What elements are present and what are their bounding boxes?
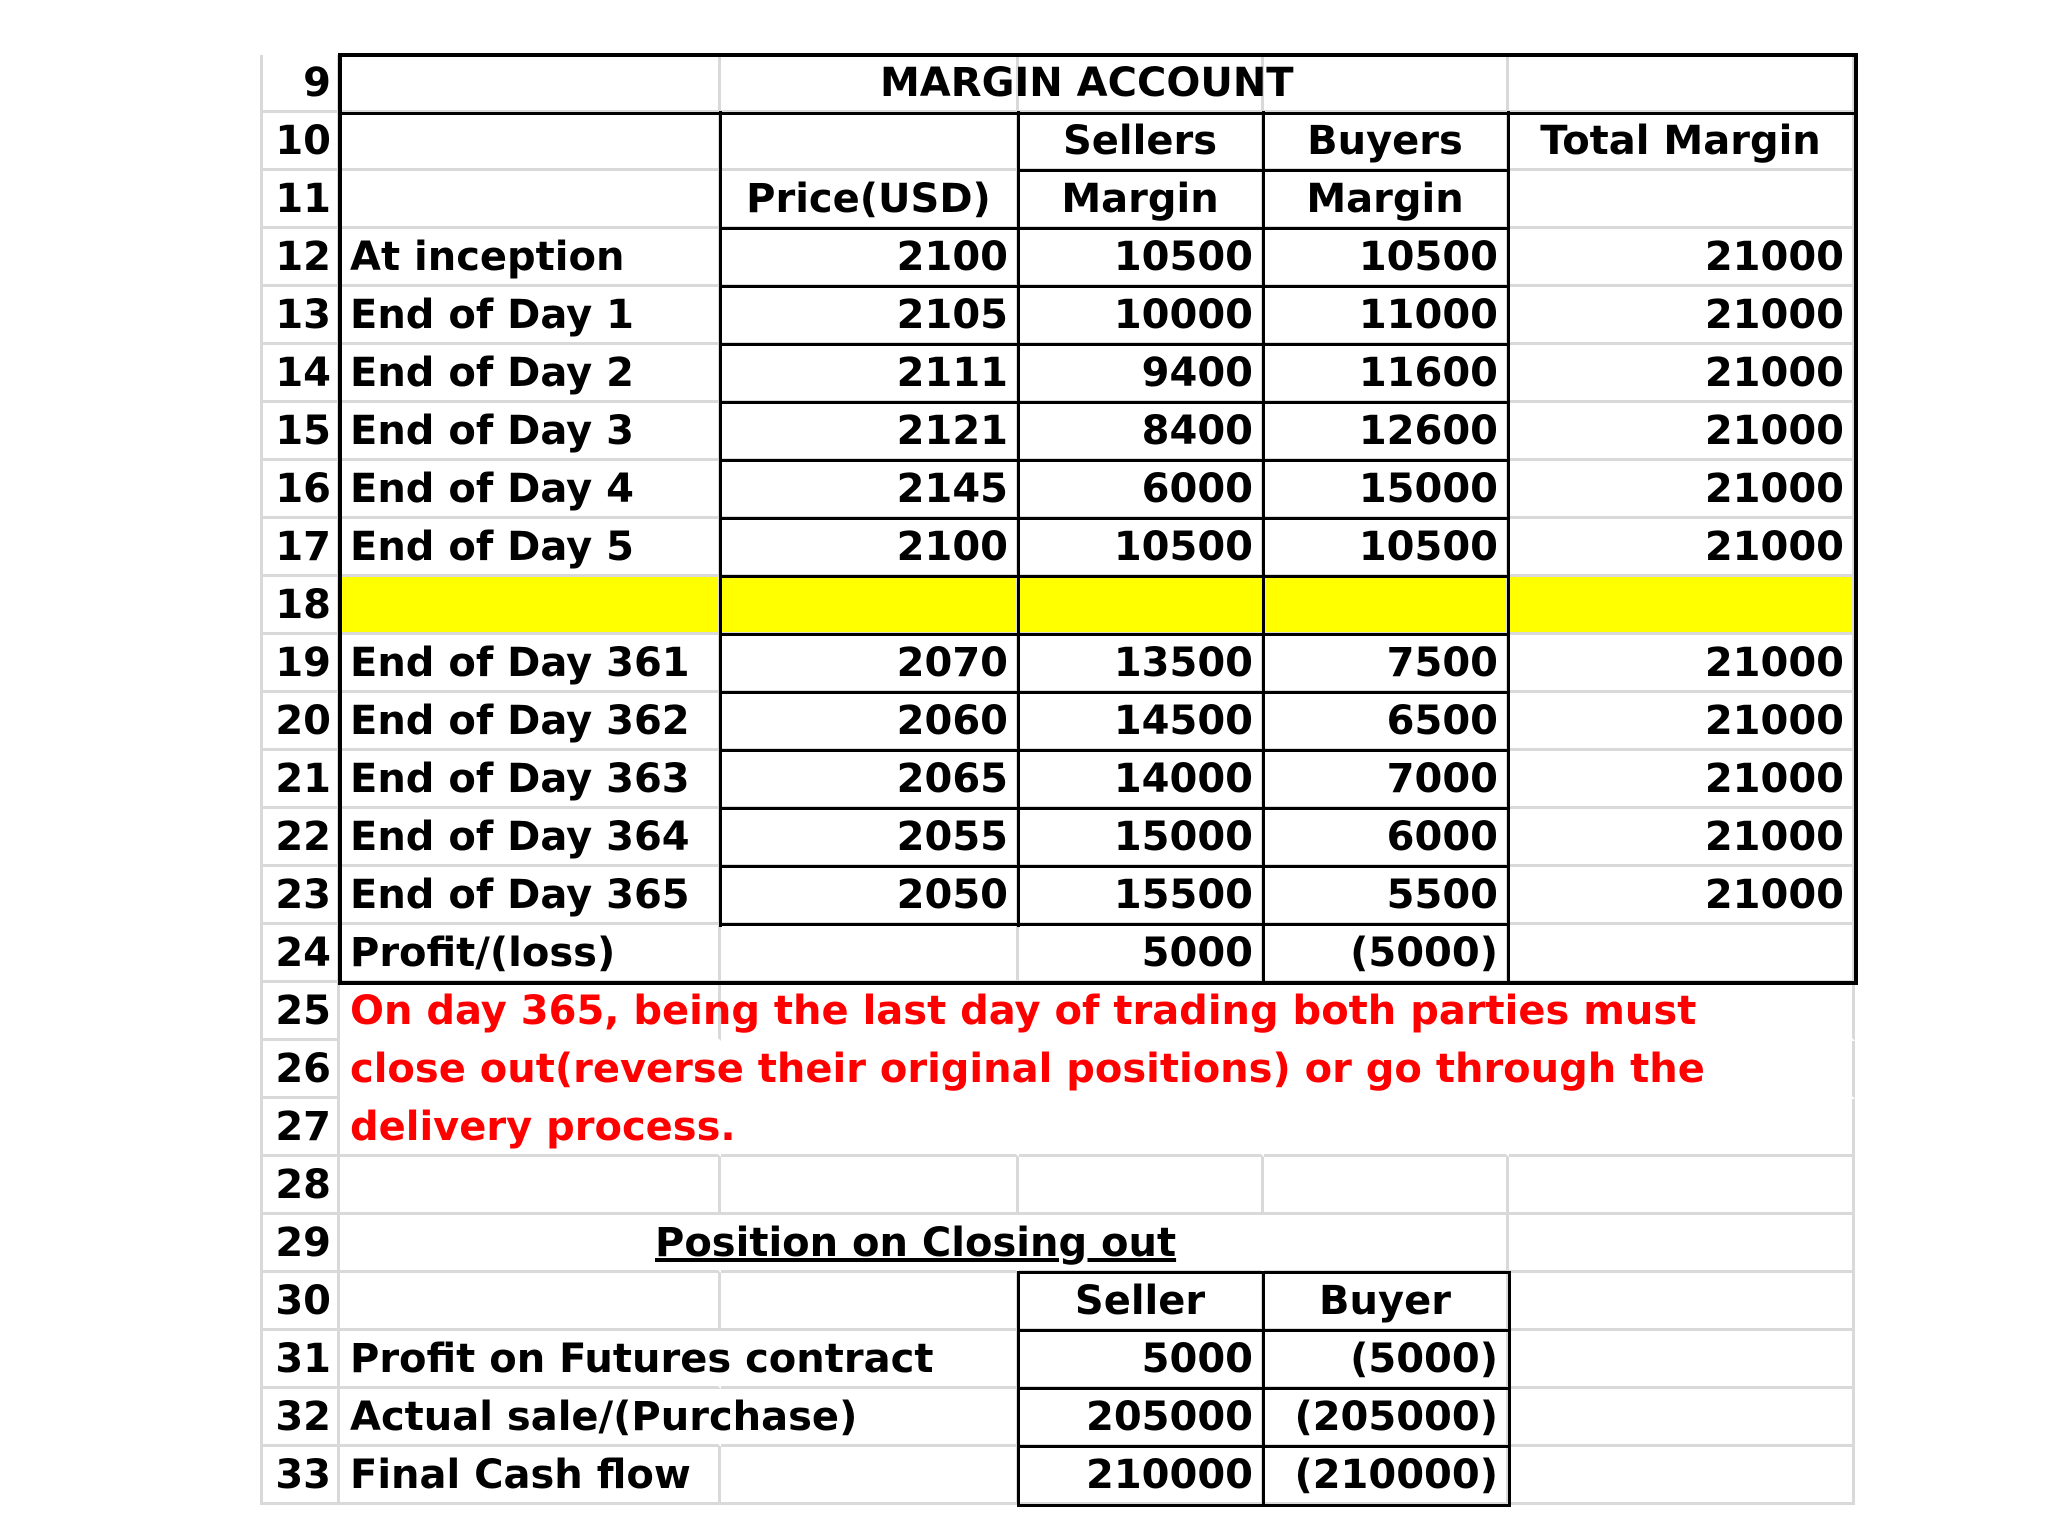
row-number[interactable]: 29 — [260, 1215, 340, 1273]
row-number[interactable]: 23 — [260, 867, 340, 925]
closing-row — [260, 1447, 1855, 1505]
table-row — [260, 635, 1855, 693]
cell[interactable] — [1509, 1157, 1855, 1215]
total-margin-cell[interactable]: 21000 — [1509, 461, 1855, 519]
buyers-profit-cell[interactable]: (5000) — [1264, 925, 1509, 983]
price-cell[interactable]: 2121 — [721, 403, 1019, 461]
sellers-margin-cell[interactable]: 10000 — [1019, 287, 1264, 345]
divider — [1262, 925, 1265, 983]
divider — [719, 691, 1509, 694]
buyer-cell[interactable]: (205000) — [1264, 1389, 1509, 1447]
cell[interactable] — [1264, 1215, 1509, 1273]
highlighted-cell[interactable] — [1019, 577, 1264, 635]
price-cell[interactable]: 2070 — [721, 635, 1019, 693]
cell[interactable] — [340, 1157, 721, 1215]
table-row — [260, 229, 1855, 287]
highlighted-cell[interactable] — [340, 577, 721, 635]
divider — [1507, 925, 1510, 983]
cell[interactable] — [1509, 55, 1855, 113]
row-number[interactable]: 17 — [260, 519, 340, 577]
divider — [719, 343, 1509, 346]
row-number[interactable]: 22 — [260, 809, 340, 867]
sellers-margin-cell[interactable]: 13500 — [1019, 635, 1264, 693]
row-number[interactable]: 13 — [260, 287, 340, 345]
row-number[interactable]: 19 — [260, 635, 340, 693]
closing-row — [260, 1331, 1855, 1389]
sellers-margin-cell[interactable]: 9400 — [1019, 345, 1264, 403]
buyer-cell[interactable]: (5000) — [1264, 1331, 1509, 1389]
buyers-margin-cell[interactable]: 10500 — [1264, 229, 1509, 287]
row-label[interactable]: End of Day 362 — [340, 693, 721, 751]
sellers-header[interactable]: Sellers — [1019, 113, 1264, 171]
note-line: On day 365, being the last day of trading both parties must — [350, 988, 1697, 1034]
price-header[interactable]: Price(USD) — [721, 171, 1019, 229]
divider — [340, 112, 1855, 115]
note-line: close out(reverse their original positions) or go through the — [350, 1046, 1705, 1092]
price-cell[interactable]: 2111 — [721, 345, 1019, 403]
price-cell[interactable]: 2055 — [721, 809, 1019, 867]
row-number[interactable]: 14 — [260, 345, 340, 403]
seller-cell[interactable]: 205000 — [1019, 1389, 1264, 1447]
closing-title: Position on Closing out — [655, 1220, 1177, 1266]
buyer-header[interactable]: Buyer — [1264, 1273, 1509, 1331]
row-number[interactable]: 30 — [260, 1273, 340, 1331]
divider — [1017, 1329, 1511, 1332]
cell[interactable] — [1509, 171, 1855, 229]
row-label[interactable]: End of Day 365 — [340, 867, 721, 925]
cell[interactable] — [721, 1447, 1019, 1505]
seller-cell[interactable]: 5000 — [1019, 1331, 1264, 1389]
price-cell[interactable]: 2100 — [721, 229, 1019, 287]
total-margin-cell[interactable]: 21000 — [1509, 229, 1855, 287]
row-number[interactable]: 12 — [260, 229, 340, 287]
row-label[interactable]: End of Day 5 — [340, 519, 721, 577]
row-10 — [260, 113, 1855, 171]
row-label[interactable]: End of Day 3 — [340, 403, 721, 461]
price-cell[interactable]: 2050 — [721, 867, 1019, 925]
buyers-margin-cell[interactable]: 15000 — [1264, 461, 1509, 519]
table-row — [260, 809, 1855, 867]
total-margin-cell[interactable]: 21000 — [1509, 751, 1855, 809]
cell[interactable] — [1019, 1099, 1264, 1157]
cell[interactable] — [340, 55, 721, 113]
cell[interactable] — [340, 113, 721, 171]
sellers-margin-cell[interactable]: 14500 — [1019, 693, 1264, 751]
row-number[interactable]: 20 — [260, 693, 340, 751]
cell[interactable] — [1264, 1157, 1509, 1215]
sellers-margin-cell[interactable]: 15500 — [1019, 867, 1264, 925]
highlighted-row — [260, 577, 1855, 635]
margin-account-title: MARGIN ACCOUNT — [880, 60, 1294, 106]
total-margin-cell[interactable]: 21000 — [1509, 345, 1855, 403]
row-9 — [260, 55, 1855, 113]
table-row — [260, 461, 1855, 519]
sellers-margin-cell[interactable]: 6000 — [1019, 461, 1264, 519]
table-row — [260, 519, 1855, 577]
price-cell[interactable]: 2100 — [721, 519, 1019, 577]
divider — [719, 865, 1509, 868]
total-margin-cell[interactable]: 21000 — [1509, 635, 1855, 693]
row-11 — [260, 171, 1855, 229]
table-row — [260, 345, 1855, 403]
buyers-margin-cell[interactable]: 7000 — [1264, 751, 1509, 809]
row-label[interactable]: End of Day 364 — [340, 809, 721, 867]
buyers-margin-cell[interactable]: 11000 — [1264, 287, 1509, 345]
note-line: delivery process. — [350, 1104, 736, 1150]
cell[interactable] — [721, 1331, 1019, 1389]
buyers-header[interactable]: Buyers — [1264, 113, 1509, 171]
cell[interactable] — [1509, 1331, 1855, 1389]
highlighted-cell[interactable] — [1264, 577, 1509, 635]
total-margin-cell[interactable]: 21000 — [1509, 403, 1855, 461]
buyers-margin-cell[interactable]: 6500 — [1264, 693, 1509, 751]
price-cell[interactable]: 2105 — [721, 287, 1019, 345]
sellers-margin-cell[interactable]: 15000 — [1019, 809, 1264, 867]
row-number[interactable]: 33 — [260, 1447, 340, 1505]
cell[interactable] — [1509, 1389, 1855, 1447]
sellers-margin-cell[interactable]: 14000 — [1019, 751, 1264, 809]
divider — [719, 749, 1509, 752]
closing-label[interactable]: Actual sale/(Purchase) — [340, 1389, 721, 1447]
cell[interactable] — [1264, 55, 1509, 113]
note-row — [260, 983, 1855, 1041]
row-number[interactable]: 21 — [260, 751, 340, 809]
sellers-margin-cell[interactable]: 10500 — [1019, 519, 1264, 577]
sellers-margin-cell[interactable]: 10500 — [1019, 229, 1264, 287]
closing-label[interactable]: Profit on Futures contract — [340, 1331, 721, 1389]
sellers-profit-cell[interactable]: 5000 — [1019, 925, 1264, 983]
profit-label[interactable]: Profit/(loss) — [340, 925, 721, 983]
row-30 — [260, 1273, 1855, 1331]
row-number[interactable]: 28 — [260, 1157, 340, 1215]
row-label[interactable]: End of Day 1 — [340, 287, 721, 345]
price-cell[interactable]: 2145 — [721, 461, 1019, 519]
table-row — [260, 693, 1855, 751]
price-cell[interactable]: 2065 — [721, 751, 1019, 809]
row-number[interactable]: 27 — [260, 1099, 340, 1157]
profit-row — [260, 925, 1855, 983]
buyers-margin-cell[interactable]: 6000 — [1264, 809, 1509, 867]
row-label[interactable]: At inception — [340, 229, 721, 287]
note-row — [260, 1099, 1855, 1157]
total-margin-cell[interactable]: 21000 — [1509, 809, 1855, 867]
row-29 — [260, 1215, 1855, 1273]
row-number[interactable]: 11 — [260, 171, 340, 229]
row-number[interactable]: 9 — [260, 55, 340, 113]
buyer-cell[interactable]: (210000) — [1264, 1447, 1509, 1505]
cell[interactable] — [1509, 1099, 1855, 1157]
row-number[interactable]: 18 — [260, 577, 340, 635]
divider — [1017, 169, 1509, 172]
divider — [1017, 1387, 1511, 1390]
closing-label[interactable]: Final Cash flow — [340, 1447, 721, 1505]
cell[interactable] — [340, 171, 721, 229]
table-row — [260, 403, 1855, 461]
buyers-margin-cell[interactable]: 7500 — [1264, 635, 1509, 693]
total-margin-cell[interactable]: 21000 — [1509, 287, 1855, 345]
total-margin-cell[interactable]: 21000 — [1509, 693, 1855, 751]
cell[interactable] — [1509, 925, 1855, 983]
cell[interactable] — [1264, 1099, 1509, 1157]
row-number[interactable]: 10 — [260, 113, 340, 171]
total-margin-header[interactable]: Total Margin — [1509, 113, 1855, 171]
total-margin-cell[interactable]: 21000 — [1509, 867, 1855, 925]
table-row — [260, 867, 1855, 925]
row-label[interactable]: End of Day 4 — [340, 461, 721, 519]
buyers-margin-cell[interactable]: 11600 — [1264, 345, 1509, 403]
divider — [719, 633, 1509, 636]
cell[interactable] — [1509, 1273, 1855, 1331]
table-row — [260, 751, 1855, 809]
highlighted-cell[interactable] — [721, 577, 1019, 635]
sellers-margin-cell[interactable]: 8400 — [1019, 403, 1264, 461]
divider — [719, 923, 1509, 926]
buyers-margin-cell[interactable]: 12600 — [1264, 403, 1509, 461]
row-label[interactable]: End of Day 363 — [340, 751, 721, 809]
row-number[interactable]: 24 — [260, 925, 340, 983]
row-number[interactable]: 32 — [260, 1389, 340, 1447]
buyers-margin-cell[interactable]: 10500 — [1264, 519, 1509, 577]
price-cell[interactable]: 2060 — [721, 693, 1019, 751]
buyers-margin-header[interactable]: Margin — [1264, 171, 1509, 229]
cell[interactable] — [721, 1099, 1019, 1157]
row-number[interactable]: 26 — [260, 1041, 340, 1099]
divider — [719, 401, 1509, 404]
table-row — [260, 287, 1855, 345]
sellers-margin-header[interactable]: Margin — [1019, 171, 1264, 229]
divider — [719, 807, 1509, 810]
divider — [719, 285, 1509, 288]
cell[interactable] — [721, 113, 1019, 171]
cell[interactable] — [721, 925, 1019, 983]
seller-header[interactable]: Seller — [1019, 1273, 1264, 1331]
row-label[interactable]: End of Day 361 — [340, 635, 721, 693]
closing-row — [260, 1389, 1855, 1447]
cell[interactable] — [721, 1157, 1019, 1215]
cell[interactable] — [721, 1389, 1019, 1447]
row-number[interactable]: 15 — [260, 403, 340, 461]
row-number[interactable]: 16 — [260, 461, 340, 519]
cell[interactable] — [1509, 1447, 1855, 1505]
divider — [719, 517, 1509, 520]
row-number[interactable]: 25 — [260, 983, 340, 1041]
note-row — [260, 1041, 1855, 1099]
divider — [1017, 1445, 1511, 1448]
cell[interactable] — [1019, 1157, 1264, 1215]
seller-cell[interactable]: 210000 — [1019, 1447, 1264, 1505]
divider — [719, 227, 1509, 230]
row-label[interactable]: End of Day 2 — [340, 345, 721, 403]
highlighted-cell[interactable] — [1509, 577, 1855, 635]
cell[interactable] — [1509, 1215, 1855, 1273]
divider — [719, 459, 1509, 462]
cell[interactable] — [721, 1273, 1019, 1331]
row-number[interactable]: 31 — [260, 1331, 340, 1389]
cell[interactable] — [340, 1273, 721, 1331]
row-28 — [260, 1157, 1855, 1215]
divider — [719, 575, 1509, 578]
total-margin-cell[interactable]: 21000 — [1509, 519, 1855, 577]
buyers-margin-cell[interactable]: 5500 — [1264, 867, 1509, 925]
